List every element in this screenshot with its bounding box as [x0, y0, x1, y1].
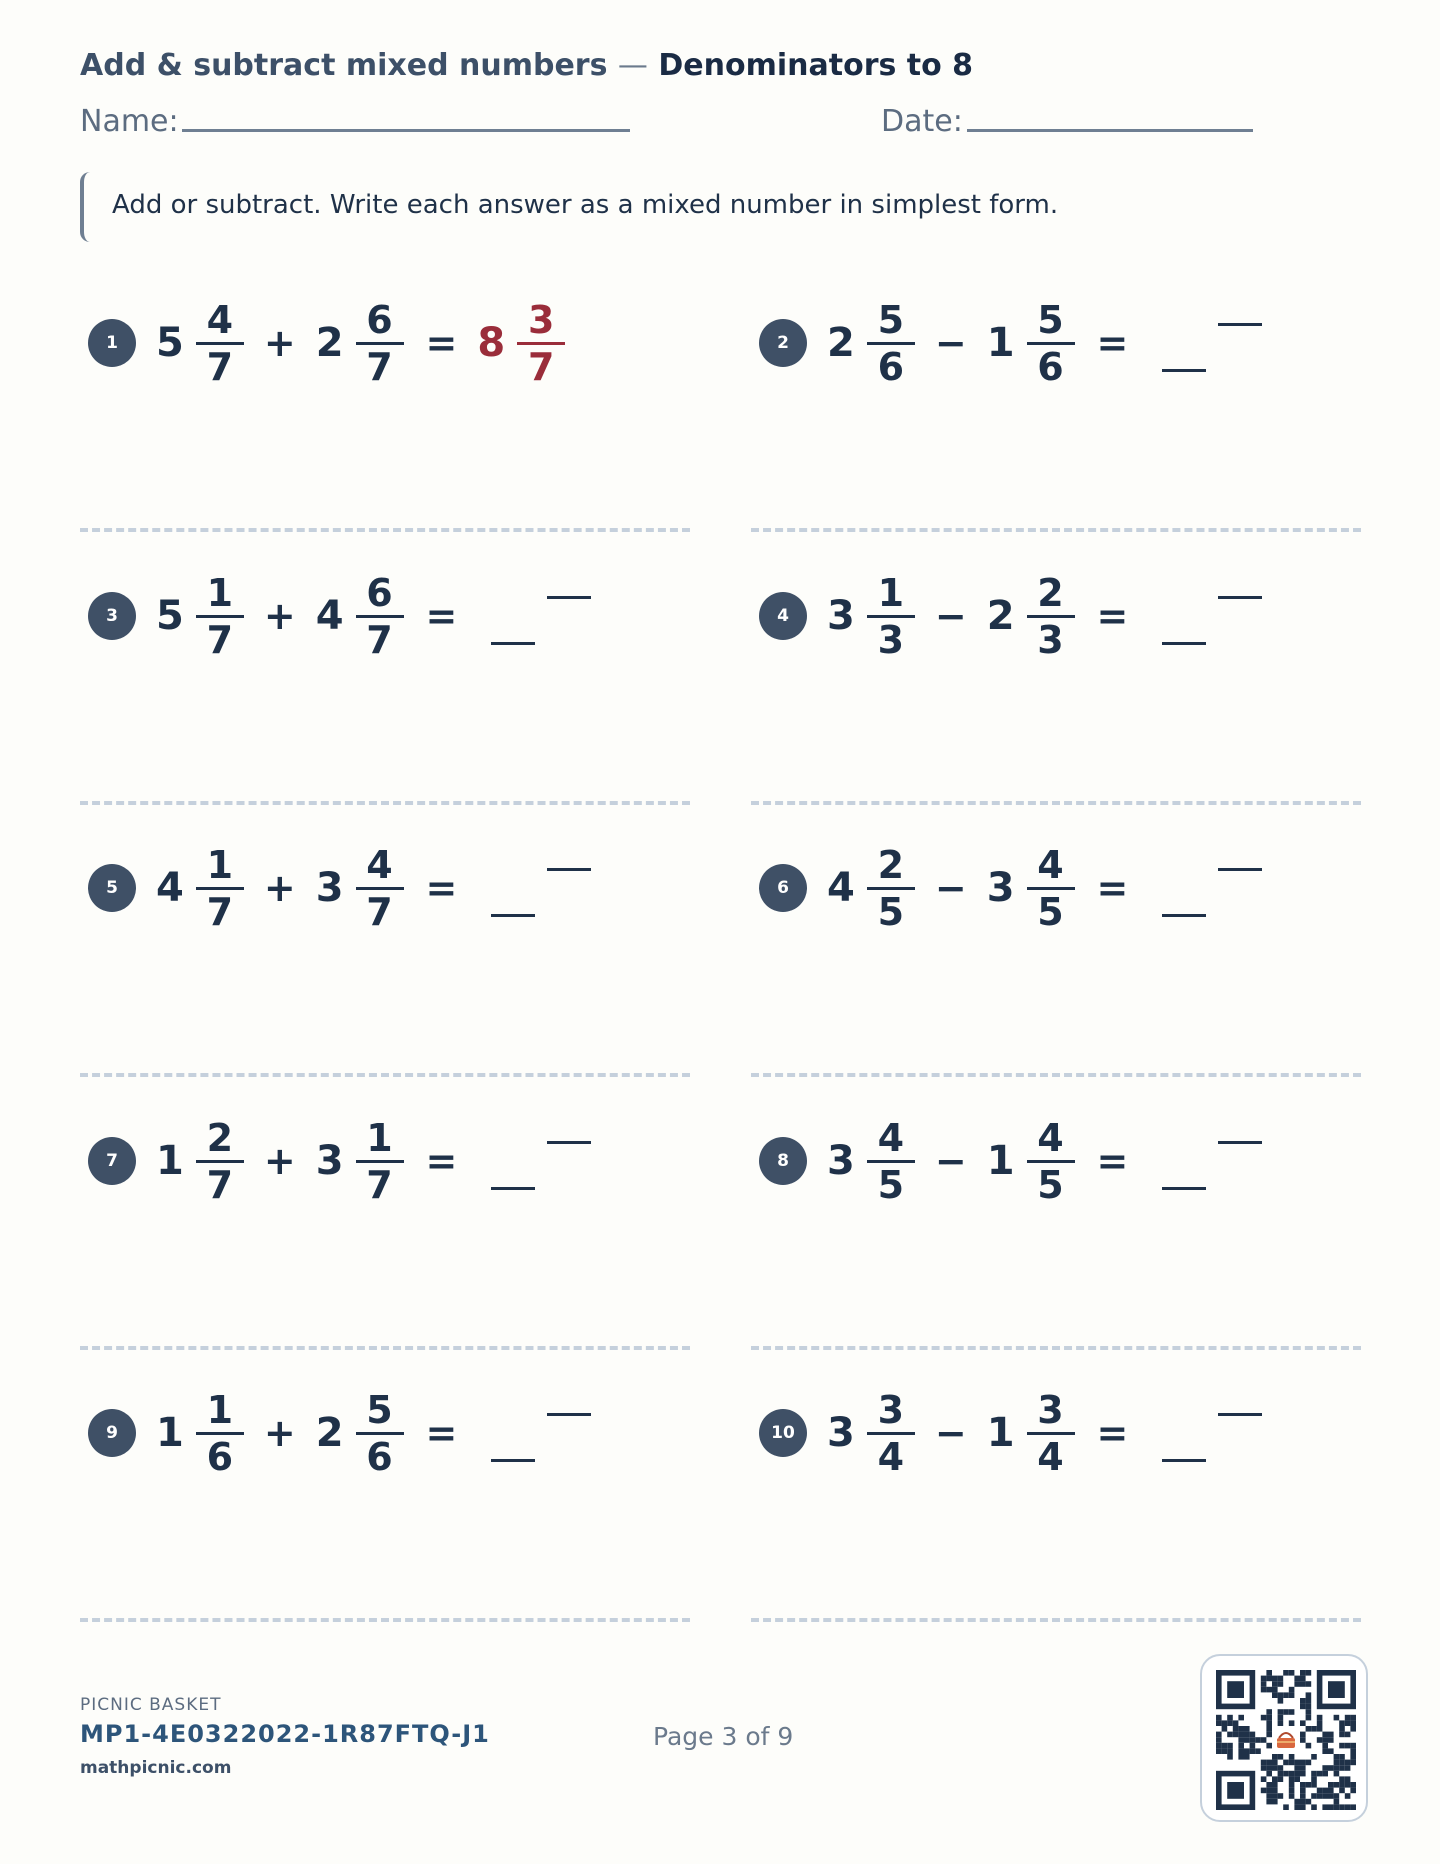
denominator: 7: [527, 344, 555, 389]
fraction: [867, 297, 915, 389]
numerator: 4: [877, 1115, 905, 1160]
whole-answer-line[interactable]: [1162, 914, 1206, 917]
problem-number-badge: 2: [759, 319, 807, 367]
problem-8: [751, 1096, 1361, 1226]
fraction: [356, 297, 404, 389]
fraction: [517, 297, 565, 389]
fraction: [1027, 842, 1075, 934]
instructions-text: Add or subtract. Write each answer as a mixed number in simplest form.: [112, 190, 1059, 220]
date-field-line[interactable]: [967, 129, 1253, 132]
problem-expression: [827, 278, 1262, 408]
whole-answer-line[interactable]: [1162, 369, 1206, 372]
fraction: [196, 1387, 244, 1479]
numerator: 1: [877, 570, 905, 615]
problem-number-badge: 1: [88, 319, 136, 367]
numerator: 3: [1037, 1387, 1064, 1432]
fraction: [1027, 297, 1075, 389]
answer-blank[interactable]: [1162, 1383, 1262, 1483]
fraction-answer-line[interactable]: [1218, 323, 1262, 326]
fraction-answer-line[interactable]: [1218, 596, 1262, 599]
answer-blank[interactable]: [491, 566, 591, 666]
problem-1: [80, 278, 690, 408]
answer-blank[interactable]: [1162, 1111, 1262, 1211]
problem-number-badge: 3: [88, 592, 136, 640]
problem-expression: [156, 1096, 591, 1226]
date-label: Date:: [881, 104, 963, 139]
denominator: 4: [877, 1434, 905, 1479]
qr-code-graphic: [1216, 1670, 1356, 1810]
whole-number: 5: [156, 593, 184, 639]
numerator: 3: [877, 1387, 905, 1432]
denominator: 7: [206, 889, 234, 934]
fraction-answer-line[interactable]: [547, 868, 591, 871]
operator: −: [934, 866, 967, 910]
numerator: 2: [206, 1115, 234, 1160]
fraction-answer-line[interactable]: [547, 1141, 591, 1144]
whole-number: 2: [315, 320, 344, 366]
whole-number: 3: [315, 1138, 344, 1184]
worksheet-code: MP1-4E0322022-1R87FTQ-J1: [80, 1720, 490, 1748]
problem-expression: [156, 278, 565, 408]
whole-answer-line[interactable]: [491, 1187, 535, 1190]
fraction-answer-line[interactable]: [1218, 1413, 1262, 1416]
fraction: [196, 570, 244, 662]
whole-number: 2: [827, 320, 855, 366]
work-area-divider: [80, 1073, 690, 1077]
fraction: [356, 1387, 404, 1479]
denominator: 5: [877, 889, 905, 934]
equals-sign: =: [425, 866, 458, 910]
problem-expression: [827, 823, 1262, 953]
answer-blank[interactable]: [491, 1383, 591, 1483]
numerator: 1: [366, 1115, 393, 1160]
work-area-divider: [80, 801, 690, 805]
equals-sign: =: [425, 594, 458, 638]
numerator: 1: [206, 570, 234, 615]
problem-number-badge: 7: [88, 1137, 136, 1185]
fraction: [196, 297, 244, 389]
instruction-accent-bar: [80, 172, 90, 242]
numerator: 5: [366, 1387, 393, 1432]
equals-sign: =: [425, 1411, 458, 1455]
problem-9: [80, 1368, 690, 1498]
whole-number: 1: [986, 1410, 1015, 1456]
problem-number-badge: 5: [88, 864, 136, 912]
fraction: [356, 1115, 404, 1207]
fraction: [867, 1115, 915, 1207]
fraction-answer-line[interactable]: [1218, 868, 1262, 871]
operator: +: [263, 594, 296, 638]
whole-number: 8: [477, 320, 506, 366]
basket-icon: [1273, 1727, 1299, 1753]
fraction: [867, 842, 915, 934]
site-link[interactable]: mathpicnic.com: [80, 1758, 232, 1778]
denominator: 7: [366, 344, 393, 389]
whole-number: 3: [827, 1138, 855, 1184]
denominator: 7: [366, 889, 393, 934]
whole-number: 3: [827, 1410, 855, 1456]
denominator: 3: [877, 617, 905, 662]
whole-answer-line[interactable]: [1162, 642, 1206, 645]
equals-sign: =: [1096, 1411, 1129, 1455]
problem-number-badge: 4: [759, 592, 807, 640]
problem-expression: [827, 1368, 1262, 1498]
problem-expression: [156, 551, 591, 681]
fraction: [867, 1387, 915, 1479]
fraction: [356, 570, 404, 662]
denominator: 5: [1037, 1162, 1064, 1207]
operator: +: [263, 1139, 296, 1183]
numerator: 3: [527, 297, 555, 342]
page-title: [80, 48, 973, 83]
qr-code: [1200, 1654, 1368, 1822]
whole-number: 1: [986, 1138, 1015, 1184]
operator: +: [263, 321, 296, 365]
numerator: 6: [366, 297, 393, 342]
fraction-answer-line[interactable]: [547, 596, 591, 599]
work-area-divider: [80, 528, 690, 532]
title-main: Add & subtract mixed numbers: [80, 48, 608, 83]
answer-blank[interactable]: [491, 1111, 591, 1211]
numerator: 4: [366, 842, 393, 887]
whole-number: 1: [986, 320, 1015, 366]
denominator: 7: [206, 344, 234, 389]
whole-number: 4: [156, 865, 184, 911]
answer-blank[interactable]: [491, 838, 591, 938]
whole-answer-line[interactable]: [491, 1459, 535, 1462]
numerator: 6: [366, 570, 393, 615]
work-area-divider: [751, 1346, 1361, 1350]
fraction: [356, 842, 404, 934]
whole-number: 4: [827, 865, 855, 911]
page-number: Page 3 of 9: [653, 1722, 794, 1751]
numerator: 1: [206, 1387, 234, 1432]
problem-expression: [156, 823, 591, 953]
fraction-answer-line[interactable]: [1218, 1141, 1262, 1144]
work-area-divider: [751, 1073, 1361, 1077]
denominator: 7: [366, 1162, 393, 1207]
whole-number: 1: [156, 1138, 184, 1184]
equals-sign: =: [1096, 321, 1129, 365]
problem-number-badge: 8: [759, 1137, 807, 1185]
work-area-divider: [80, 1618, 690, 1622]
problem-expression: [827, 551, 1262, 681]
denominator: 3: [1037, 617, 1064, 662]
whole-answer-line[interactable]: [491, 642, 535, 645]
fraction: [867, 570, 915, 662]
problem-number-badge: 10: [759, 1409, 807, 1457]
numerator: 4: [1037, 1115, 1064, 1160]
operator: −: [934, 1411, 967, 1455]
work-area-divider: [751, 801, 1361, 805]
numerator: 4: [1037, 842, 1064, 887]
answer-blank[interactable]: [1162, 838, 1262, 938]
whole-number: 2: [986, 593, 1015, 639]
whole-number: 4: [315, 593, 344, 639]
whole-answer-line[interactable]: [491, 914, 535, 917]
denominator: 6: [366, 1434, 393, 1479]
operator: −: [934, 321, 967, 365]
problem-5: [80, 823, 690, 953]
numerator: 4: [206, 297, 234, 342]
equals-sign: =: [1096, 866, 1129, 910]
numerator: 1: [206, 842, 234, 887]
fraction: [196, 1115, 244, 1207]
numerator: 5: [1037, 297, 1064, 342]
name-label: Name:: [80, 104, 179, 139]
problem-number-badge: 6: [759, 864, 807, 912]
problem-expression: [827, 1096, 1262, 1226]
whole-number: 2: [315, 1410, 344, 1456]
denominator: 7: [206, 1162, 234, 1207]
answer: [477, 297, 565, 389]
problem-number-badge: 9: [88, 1409, 136, 1457]
equals-sign: =: [425, 1139, 458, 1183]
operator: −: [934, 1139, 967, 1183]
answer-blank[interactable]: [1162, 293, 1262, 393]
work-area-divider: [751, 528, 1361, 532]
denominator: 5: [1037, 889, 1064, 934]
work-area-divider: [751, 1618, 1361, 1622]
fraction: [1027, 1115, 1075, 1207]
whole-number: 5: [156, 320, 184, 366]
equals-sign: =: [1096, 594, 1129, 638]
problem-7: [80, 1096, 690, 1226]
denominator: 7: [206, 617, 234, 662]
whole-answer-line[interactable]: [1162, 1459, 1206, 1462]
numerator: 2: [1037, 570, 1064, 615]
problem-4: [751, 551, 1361, 681]
name-field-line[interactable]: [182, 129, 630, 132]
whole-number: 3: [827, 593, 855, 639]
problem-3: [80, 551, 690, 681]
operator: −: [934, 594, 967, 638]
fraction: [1027, 570, 1075, 662]
title-dash: —: [617, 48, 648, 83]
equals-sign: =: [425, 321, 458, 365]
whole-number: 3: [315, 865, 344, 911]
problem-6: [751, 823, 1361, 953]
denominator: 5: [877, 1162, 905, 1207]
whole-answer-line[interactable]: [1162, 1187, 1206, 1190]
operator: +: [263, 866, 296, 910]
operator: +: [263, 1411, 296, 1455]
answer-blank[interactable]: [1162, 566, 1262, 666]
whole-number: 3: [986, 865, 1015, 911]
fraction-answer-line[interactable]: [547, 1413, 591, 1416]
denominator: 7: [366, 617, 393, 662]
denominator: 6: [877, 344, 905, 389]
denominator: 6: [206, 1434, 234, 1479]
problem-expression: [156, 1368, 591, 1498]
equals-sign: =: [1096, 1139, 1129, 1183]
denominator: 6: [1037, 344, 1064, 389]
whole-number: 1: [156, 1410, 184, 1456]
denominator: 4: [1037, 1434, 1064, 1479]
work-area-divider: [80, 1346, 690, 1350]
numerator: 2: [877, 842, 905, 887]
fraction: [196, 842, 244, 934]
numerator: 5: [877, 297, 905, 342]
fraction: [1027, 1387, 1075, 1479]
brand-label: PICNIC BASKET: [80, 1695, 222, 1715]
title-sub: Denominators to 8: [658, 48, 974, 83]
problem-10: [751, 1368, 1361, 1498]
problem-2: [751, 278, 1361, 408]
